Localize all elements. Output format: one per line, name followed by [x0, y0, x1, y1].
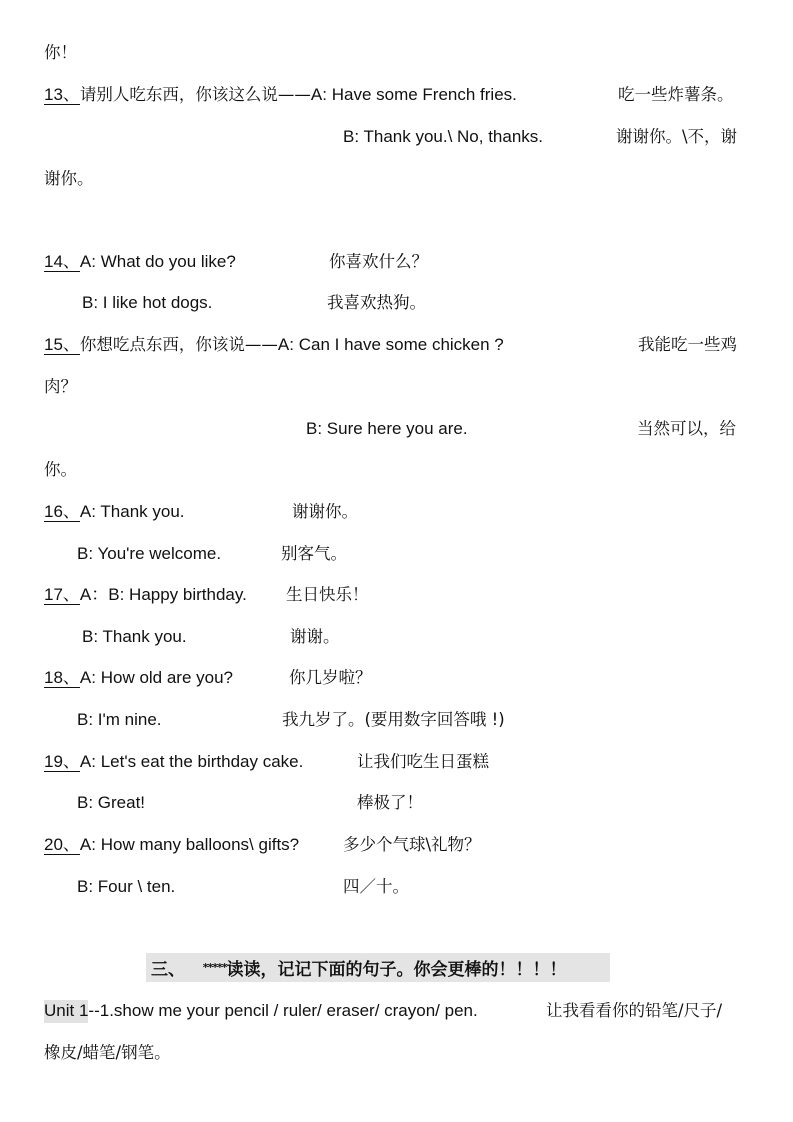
item-19-a-cn: 让我们吃生日蛋糕 [357, 752, 489, 771]
item-prompt: 你想吃点东西，你该说—— [79, 335, 278, 354]
item-18-a [44, 667, 233, 689]
unit-1-line [44, 1000, 478, 1022]
stars-decoration: ***** [202, 961, 227, 974]
item-20-a-cn: 多少个气球\礼物？ [343, 835, 481, 854]
item-14-b-cn: 我喜欢热狗。 [327, 293, 426, 312]
item-20-b: B: Four \ ten. [77, 877, 176, 896]
item-number: 19、 [44, 752, 80, 771]
item-18-b: B: I'm nine. [77, 710, 162, 729]
item-number: 14、 [44, 252, 80, 271]
item-19-b: B: Great! [77, 793, 146, 812]
section-title: 读读，记记下面的句子。你会更棒的！！！！ [226, 960, 567, 980]
item-number: 13、 [44, 85, 80, 104]
item-13-b: B: Thank you.\ No, thanks. [343, 127, 544, 146]
item-14-a-cn: 你喜欢什么？ [329, 252, 428, 271]
section-heading [146, 953, 610, 982]
item-17-b: B: Thank you. [82, 627, 187, 646]
item-20-a [44, 834, 299, 856]
item-13-b-cn: 谢谢你。\不，谢 [616, 127, 738, 146]
speaker-a-line: A: Have some French fries. [310, 85, 517, 104]
item-15-b-cn-wrap: 你。 [44, 460, 77, 479]
speaker-a-line: A: Thank you. [79, 502, 185, 521]
item-13-a [44, 84, 517, 106]
item-number: 17、 [44, 585, 80, 604]
speaker-a-line: A: What do you like? [79, 252, 236, 271]
unit-sentence: --1.show me your pencil / ruler/ eraser/ crayon/ pen. [88, 1001, 478, 1020]
item-number: 16、 [44, 502, 80, 521]
item-17-a [44, 584, 247, 606]
item-16-a-cn: 谢谢你。 [292, 502, 358, 521]
item-20-b-cn: 四／十。 [343, 877, 409, 896]
item-15-b-cn: 当然可以，给 [637, 419, 736, 438]
item-14-a [44, 251, 236, 273]
item-16-b: B: You're welcome. [77, 544, 222, 563]
item-15-b: B: Sure here you are. [306, 419, 468, 438]
item-15-a-cn-wrap: 肉？ [44, 377, 77, 396]
item-prompt: 请别人吃东西，你该这么说—— [79, 85, 311, 104]
item-number: 18、 [44, 668, 80, 687]
item-17-a-cn: 生日快乐！ [286, 585, 369, 604]
item-13-a-cn: 吃一些炸薯条。 [618, 85, 734, 104]
speaker-a-line: A: How old are you? [79, 668, 234, 687]
item-16-b-cn: 别客气。 [281, 544, 347, 563]
continuation-text: 你！ [44, 43, 77, 62]
item-16-a [44, 501, 185, 523]
item-number: 15、 [44, 335, 80, 354]
unit-1-cn-wrap: 橡皮/蜡笔/钢笔。 [44, 1043, 171, 1062]
item-18-b-cn: 我九岁了。(要用数字回答哦 !) [282, 710, 505, 729]
item-13-b-cn-wrap: 谢你。 [44, 169, 94, 188]
item-18-a-cn: 你几岁啦？ [289, 668, 372, 687]
speaker-a-line: A: Let's eat the birthday cake. [79, 752, 304, 771]
speaker-a-line: A：B: Happy birthday. [79, 585, 247, 604]
item-19-a [44, 751, 303, 773]
item-17-b-cn: 谢谢。 [290, 627, 340, 646]
item-14-b: B: I like hot dogs. [82, 293, 213, 312]
item-number: 20、 [44, 835, 80, 854]
speaker-a-line: A: How many balloons\ gifts? [79, 835, 300, 854]
speaker-a-line: A: Can I have some chicken ? [277, 335, 504, 354]
item-19-b-cn: 棒极了！ [357, 793, 423, 812]
section-number: 三、 [151, 960, 185, 980]
unit-label: Unit 1 [44, 1000, 88, 1023]
item-15-a-cn: 我能吃一些鸡 [638, 335, 737, 354]
item-15-a [44, 334, 504, 356]
unit-1-cn: 让我看看你的铅笔/尺子/ [546, 1001, 723, 1020]
